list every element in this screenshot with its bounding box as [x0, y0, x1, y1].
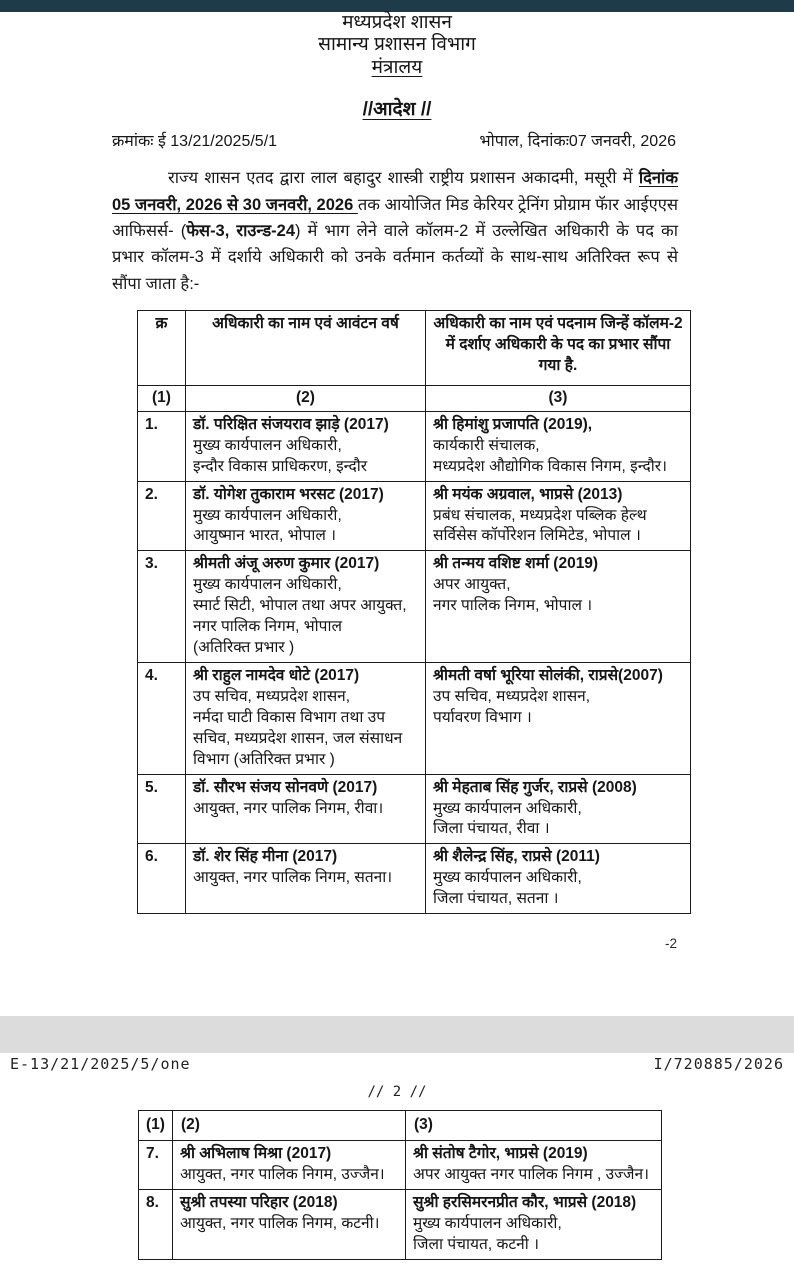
charge-officer-name: श्री हिमांशु प्रजापति (2019), [433, 415, 593, 433]
column-header-charge-officer: अधिकारी का नाम एवं पदनाम जिन्हें कॉलम-2 में दर्शाए अधिकारी के पद का प्रभार सौंपा गया है. [426, 311, 691, 386]
officer-cell [186, 411, 426, 481]
detail-line: आयुक्त, नगर पालिक निगम, सतना। [193, 869, 393, 887]
document-page-1 [0, 12, 794, 951]
serial-number-cell: 7. [139, 1140, 173, 1189]
detail-line: कार्यकारी संचालक, [433, 436, 540, 454]
detail-line: नगर पालिक निगम, भोपाल । [433, 597, 593, 615]
detail-line: अपर आयुक्त, [433, 576, 511, 594]
officers-transfer-table-page1 [137, 310, 691, 914]
detail-line: इन्दौर विकास प्राधिकरण, इन्दौर [193, 457, 368, 475]
charge-officer-cell [426, 663, 691, 775]
charge-officer-name: श्री मेहताब सिंह गुर्जर, राप्रसे (2008) [433, 778, 637, 796]
charge-officer-name: श्री शैलेन्द्र सिंह, राप्रसे (2011) [433, 848, 600, 866]
officer-cell [173, 1140, 406, 1189]
charge-officer-name: सुश्री हरसिमरनप्रीत कौर, भाप्रसे (2018) [413, 1193, 637, 1211]
officer-name: डॉ. शेर सिंह मीना (2017) [193, 848, 338, 866]
officer-details [193, 436, 418, 478]
charge-officer-details [413, 1214, 654, 1256]
detail-line: जिला पंचायत, रीवा । [433, 820, 550, 838]
officer-details [193, 799, 418, 820]
charge-officer-cell [426, 551, 691, 663]
govt-name: मध्यप्रदेश शासन [342, 12, 452, 33]
detail-line: जिला पंचायत, कटनी । [413, 1235, 539, 1253]
officers-transfer-table-page2 [138, 1110, 662, 1260]
officer-cell [186, 774, 426, 844]
detail-line: नगर पालिक निगम, भोपाल [193, 618, 342, 636]
officer-cell [186, 481, 426, 551]
paragraph-segment: तक आयोजित मिड केरियर ट्रेनिंग प्रोग्राम फॅार आईएएस आफिसर्स- ( [112, 195, 678, 240]
officer-cell [186, 663, 426, 775]
serial-number-cell: 3. [138, 551, 186, 663]
officer-table-row [138, 481, 691, 551]
officer-name: श्री राहुल नामदेव धोटे (2017) [193, 667, 360, 684]
column-header-serial: क्र [138, 311, 186, 386]
officer-table-row [138, 551, 691, 663]
officer-name: डॉ. योगेश तुकाराम भरसट (2017) [193, 485, 384, 503]
detail-line: जिला पंचायत, सतना । [433, 890, 559, 908]
officer-table-row [138, 774, 691, 844]
serial-number-cell: 2. [138, 481, 186, 551]
detail-line: आयुक्त, नगर पालिक निगम, कटनी। [180, 1214, 380, 1232]
detail-line: आयुक्त, नगर पालिक निगम, रीवा। [193, 799, 384, 817]
subheader-3: (3) [426, 385, 691, 411]
charge-officer-details [433, 868, 683, 910]
subheader-2: (2) [186, 385, 426, 411]
subheader-1: (1) [138, 385, 186, 411]
charge-officer-cell [426, 774, 691, 844]
detail-line: नर्मदा घाटी विकास विभाग तथा उप सचिव, मध्यप्रदेश शासन, जल संसाधन विभाग (अतिरिक्त प्रभार ) [193, 708, 403, 768]
paragraph-segment: दिनांक 05 जनवरी, 2026 से 30 जनवरी, 2026 [112, 169, 678, 214]
officer-table-row [139, 1189, 662, 1259]
subheader-3: (3) [406, 1111, 662, 1141]
order-heading: //आदेश // [362, 99, 432, 121]
table-subheader-row [138, 385, 691, 411]
detail-line: मुख्य कार्यपालन अधिकारी, [193, 576, 342, 594]
officer-cell [173, 1189, 406, 1259]
reference-number: क्रमांकः ई 13/21/2025/5/1 [112, 133, 278, 151]
officer-table-row [139, 1140, 662, 1189]
paragraph-segment: फेस-3, राउन्ड-24 [186, 222, 295, 240]
serial-number-cell: 1. [138, 411, 186, 481]
detail-line: स्मार्ट सिटी, भोपाल तथा अपर आयुक्त, [193, 597, 407, 615]
paragraph-segment: ) में भाग लेने वाले कॉलम-2 में उल्लेखित अधिकारी के पद का प्रभार कॉलम-3 में दर्शाये अधिकारी को उनके वर्तमान कर्तव्यों के साथ-साथ अतिरिक्त रूप से सौंपा जाता है:- [112, 222, 678, 293]
officer-name: डॉ. परिक्षित संजयराव झाड़े (2017) [193, 415, 389, 433]
subheader-1: (1) [139, 1111, 173, 1141]
table-header-row [138, 311, 691, 386]
charge-officer-details [433, 799, 683, 841]
paragraph-segment: राज्य शासन एतद द्वारा लाल बहादुर शास्त्री राष्ट्रीय प्रशासन अकादमी, मसूरी में [168, 169, 639, 188]
column-header-officer: अधिकारी का नाम एवं आवंटन वर्ष [186, 311, 426, 386]
charge-officer-cell [426, 844, 691, 914]
officer-table-row [138, 411, 691, 481]
officer-cell [186, 844, 426, 914]
ministry-label: मंत्रालय [371, 56, 423, 78]
officer-name: सुश्री तपस्या परिहार (2018) [180, 1193, 338, 1211]
page-separator-band [0, 1016, 794, 1053]
charge-officer-cell [426, 481, 691, 551]
officer-table-row [138, 663, 691, 775]
table-subheader-row [139, 1111, 662, 1141]
officer-details [193, 575, 418, 659]
detail-line: (अतिरिक्त प्रभार ) [193, 639, 295, 657]
officer-name: श्रीमती अंजू अरुण कुमार (2017) [193, 555, 380, 573]
detail-line: मुख्य कार्यपालन अधिकारी, [433, 869, 582, 887]
charge-officer-cell [406, 1140, 662, 1189]
charge-officer-details [433, 575, 683, 617]
detail-line: मुख्य कार्यपालन अधिकारी, [413, 1214, 562, 1232]
charge-officer-name: श्री संतोष टैगोर, भाप्रसे (2019) [413, 1144, 588, 1162]
charge-officer-cell [406, 1189, 662, 1259]
top-window-bar [0, 0, 794, 12]
charge-officer-name: श्री मयंक अग्रवाल, भाप्रसे (2013) [433, 485, 623, 503]
detail-line: उप सचिव, मध्यप्रदेश शासन, [433, 687, 591, 705]
detail-line: मुख्य कार्यपालन अधिकारी, [433, 799, 582, 817]
detail-line: पर्यावरण विभाग । [433, 708, 532, 726]
charge-officer-details [413, 1165, 654, 1186]
charge-officer-details [433, 436, 683, 478]
officer-details [193, 506, 418, 548]
serial-number-cell: 4. [138, 663, 186, 775]
officer-cell [186, 551, 426, 663]
officer-table-row [138, 844, 691, 914]
detail-line: अपर आयुक्त नगर पालिक निगम , उज्जैन। [413, 1165, 649, 1183]
reference-row [112, 129, 676, 151]
page-2-number: // 2 // [367, 1084, 427, 1100]
detail-line: मुख्य कार्यपालन अधिकारी, [193, 506, 342, 524]
detail-line: आयुष्मान भारत, भोपाल । [193, 527, 337, 545]
charge-officer-name: श्री तन्मय वशिष्ट शर्मा (2019) [433, 555, 599, 573]
page-footer-marker: -2 [664, 936, 677, 952]
subheader-2: (2) [173, 1111, 406, 1141]
officer-details [180, 1214, 398, 1235]
serial-number-cell: 8. [139, 1189, 173, 1259]
charge-officer-name: श्रीमती वर्षा भूरिया सोलंकी, राप्रसे(2007) [433, 667, 663, 684]
officer-name: श्री अभिलाष मिश्रा (2017) [180, 1144, 332, 1162]
serial-number-cell: 5. [138, 774, 186, 844]
place-and-date: भोपाल, दिनांकः07 जनवरी, 2026 [479, 133, 676, 151]
detail-line: उप सचिव, मध्यप्रदेश शासन, [193, 687, 351, 705]
document-footer-row [0, 1055, 794, 1073]
detail-line: आयुक्त, नगर पालिक निगम, उज्जैन। [180, 1165, 385, 1183]
detail-line: मुख्य कार्यपालन अधिकारी, [193, 436, 342, 454]
serial-number-cell: 6. [138, 844, 186, 914]
charge-officer-cell [426, 411, 691, 481]
officer-name: डॉ. सौरभ संजय सोनवणे (2017) [193, 778, 378, 796]
officer-details [180, 1165, 398, 1186]
officer-details [193, 687, 418, 771]
detail-line: प्रबंध संचालक, मध्यप्रदेश पब्लिक हेल्थ सर्विसेस कॉर्पोरेशन लिमिटेड, भोपाल । [433, 506, 647, 545]
footer-file-number: E-13/21/2025/5/one [10, 1055, 191, 1073]
footer-document-id: I/720885/2026 [653, 1055, 784, 1073]
officer-details [193, 868, 418, 889]
charge-officer-details [433, 506, 683, 548]
charge-officer-details [433, 687, 683, 729]
detail-line: मध्यप्रदेश औद्योगिक विकास निगम, इन्दौर। [433, 457, 667, 475]
department-name: सामान्य प्रशासन विभाग [318, 34, 476, 56]
order-body-paragraph [112, 165, 678, 297]
